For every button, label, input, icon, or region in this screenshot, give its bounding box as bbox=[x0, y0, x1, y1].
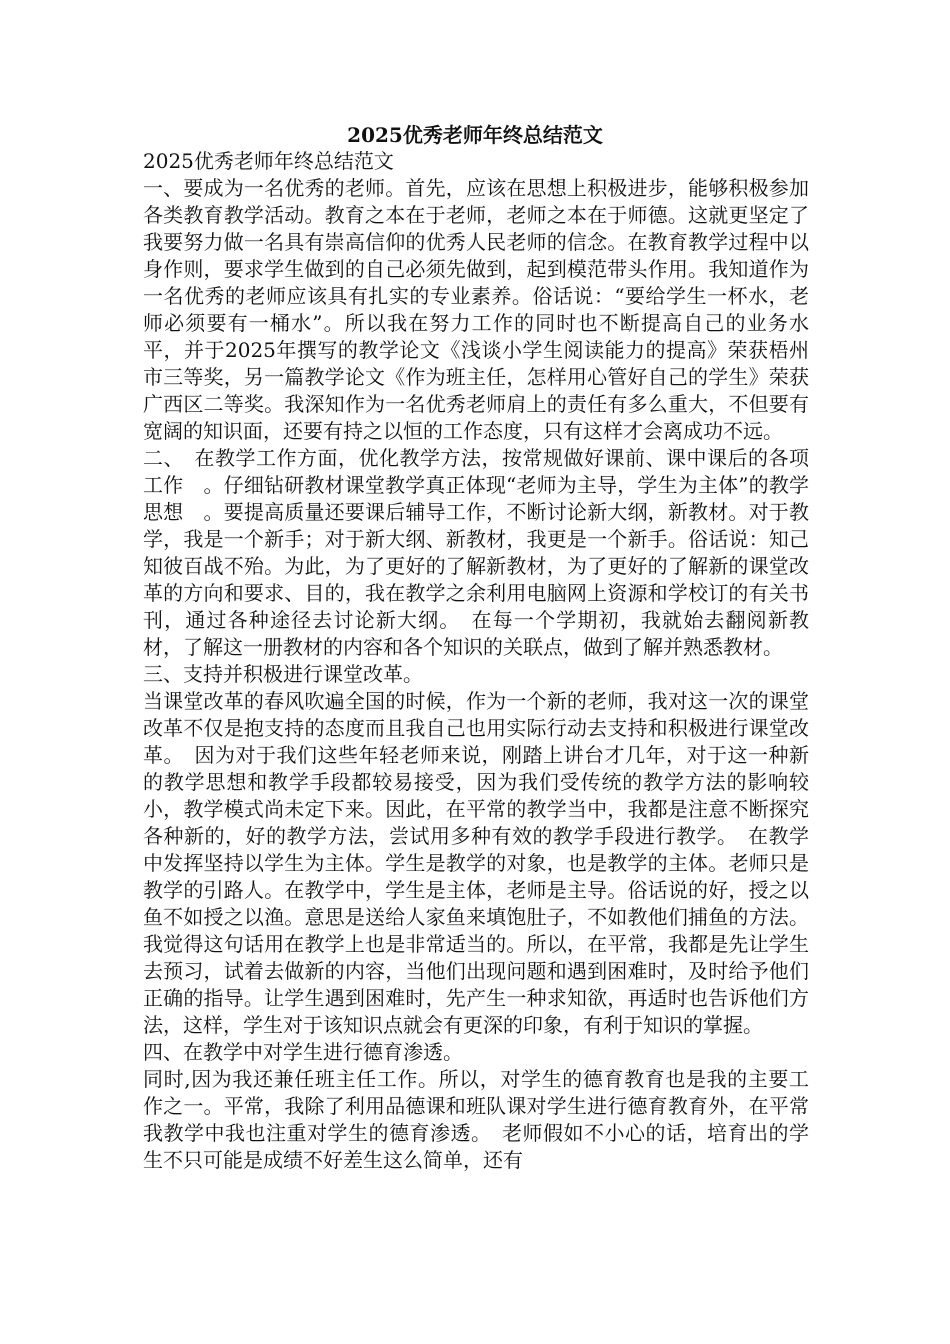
section-3-paragraph: 当课堂改革的春风吹遍全国的时候，作为一个新的老师，我对这一次的课堂改革不仅是抱支持的态度而且我自己也用实际行动去支持和积极进行课堂改革。 因为对于我们这些年轻老师来说，刚踏上讲台才几年，对于这一种新的教学思想和教学手段都较易接受，因为我们受传统的教学方法的影响较小，教学模式尚未定下来。因此，在平常的教学当中，我都是注意不断探究各种新的，好的教学方法，尝试用多种有效的教学手段进行教学。 在教学中发挥坚持以学生为主体。学生是教学的对象，也是教学的主体。老师只是教学的引路人。在教学中，学生是主体，老师是主导。俗话说的好，授之以鱼不如授之以渔。意思是送给人家鱼来填饱肚子，不如教他们捕鱼的方法。我觉得这句话用在教学上也是非常适当的。所以，在平常，我都是先让学生去预习，试着去做新的内容，当他们出现问题和遇到困难时，及时给予他们正确的指导。让学生遇到困难时，先产生一种求知欲，再适时也告诉他们方法，这样，学生对于该知识点就会有更深的印象，有利于知识的掌握。 bbox=[143, 689, 809, 1037]
section-4-paragraph: 同时,因为我还兼任班主任工作。所以，对学生的德育教育也是我的主要工作之一。平常，我除了利用品德课和班队课对学生进行德育教育外，在平常我教学中我也注重对学生的德育渗透。 老师假如不小心的话，培育出的学生不只可能是成绩不好差生这么简单，还有 bbox=[143, 1067, 809, 1172]
section-3-heading: 三、支持并积极进行课堂改革。 bbox=[143, 662, 423, 686]
document-body bbox=[143, 148, 809, 1174]
subtitle-line: 2025优秀老师年终总结范文 bbox=[143, 149, 394, 173]
section-1-paragraph: 一、要成为一名优秀的老师。首先，应该在思想上积极进步，能够积极参加各类教育教学活动。教育之本在于老师，老师之本在于师德。这就更坚定了我要努力做一名具有崇高信仰的优秀人民老师的信念。在教育教学过程中以身作则，要求学生做到的自己必须先做到，起到模范带头作用。我知道作为一名优秀的老师应该具有扎实的专业素养。俗话说：“要给学生一杯水，老师必须要有一桶水”。所以我在努力工作的同时也不断提高自己的业务水平，并于2025年撰写的教学论文《浅谈小学生阅读能力的提高》荣获梧州市三等奖，另一篇教学论文《作为班主任，怎样用心管好自己的学生》荣获广西区二等奖。我深知作为一名优秀老师肩上的责任有多么重大，不但要有宽阔的知识面，还要有持之以恒的工作态度，只有这样才会离成功不远。 bbox=[143, 176, 809, 443]
section-2-paragraph: 二、 在教学工作方面，优化教学方法，按常规做好课前、课中课后的各项工作 。仔细钻研教材课堂教学真正体现“老师为主导，学生为主体”的教学思想 。要提高质量还要课后辅导工作，不断讨论新大纲，新教材。对于教学，我是一个新手；对于新大纲、新教材，我更是一个新手。俗话说：知己知彼百战不殆。为此，为了更好的了解新教材，为了更好的了解新的课堂改革的方向和要求、目的，我在教学之余利用电脑网上资源和学校订的有关书刊，通过各种途径去讨论新大纲。 在每一个学期初，我就始去翻阅新教材，了解这一册教材的内容和各个知识的关联点，做到了解并熟悉教材。 bbox=[143, 446, 809, 659]
document-title: 2025优秀老师年终总结范文 bbox=[347, 123, 603, 147]
section-4-heading: 四、在教学中对学生进行德育渗透。 bbox=[143, 1040, 463, 1064]
